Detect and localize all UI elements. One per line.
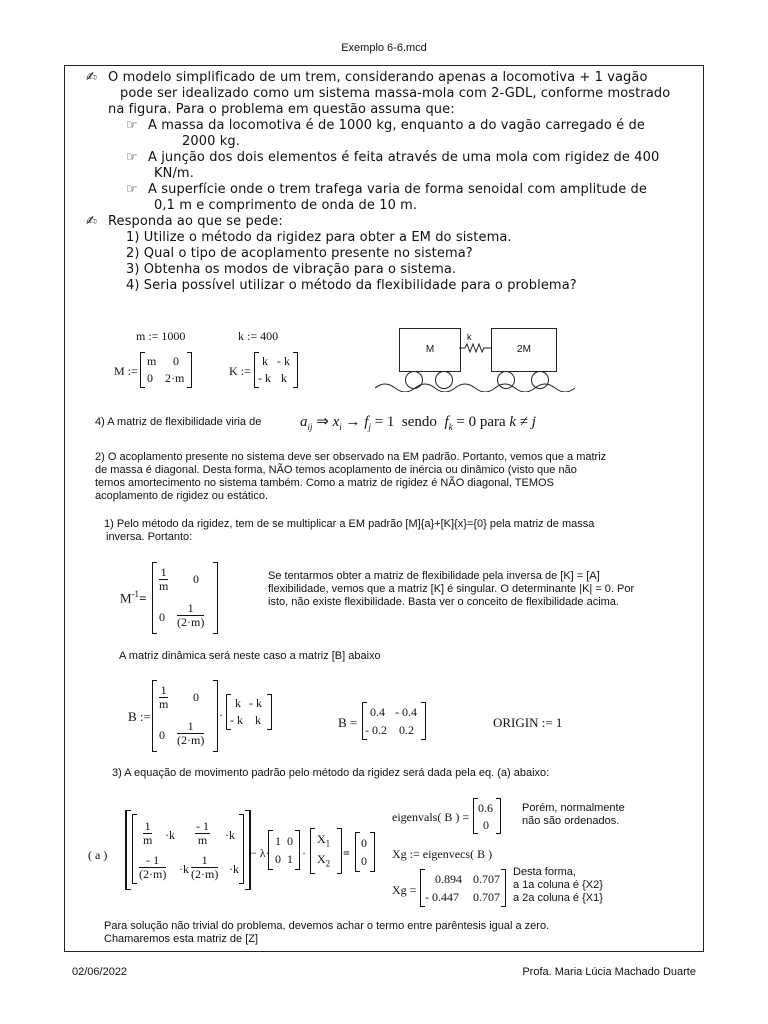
b-value: 0.2 (399, 723, 414, 737)
wagon-mass: 2M (491, 328, 557, 372)
pointing-hand-icon: ☞ (126, 182, 138, 197)
mass-matrix-label: M := (114, 364, 138, 378)
k-definition: k := 400 (238, 329, 279, 343)
dynamic-matrix-caption: A matriz dinâmica será neste caso a matriz [B] abaixo (119, 650, 381, 662)
answer-2-text: 2) O acoplamento presente no sistema deve ser observado na EM padrão. Portanto, vemos que a matriz de massa é diagonal. Desta forma, NÃO temos acoplamento de inércia ou dinâmico (visto que não temos amortecimento no sistema também. Como a matriz de rigidez é NÃO diagonal, TEMOS acoplamento de rigidez ou estático. (95, 451, 607, 502)
eigenvalue: 0.6 (478, 801, 493, 815)
b-value: - 0.2 (365, 723, 387, 737)
footer-date: 02/06/2022 (72, 966, 128, 978)
b-result-label: B = (338, 715, 358, 730)
flexibility-formula: $a_{ij}$ ⇒ $x_i \to f_j = 1$ sendo $f_k = 0$ para k ≠ j (300, 414, 536, 432)
spring-icon (459, 342, 491, 354)
equation-tag: ( a ) (88, 848, 108, 862)
eigen-note: Porém, normalmente não são ordenados. (522, 802, 625, 827)
problem-statement: ✍ O modelo simplificado de um trem, considerando apenas a locomotiva + 1 vagão pode ser idealizado como um sistema massa-mola com 2-GDL, conforme mostrado na figura. Para o problema em questão assuma que: ☞ A massa da locomotiva é de 1000 kg, enquanto a do vagão carregado é de 2000 kg. ☞ A junção dos dois elementos é feita através de uma mola com rigidez de 400 KN/m. ☞ A superfície onde o trem trafega varia de forma senoidal com amplitude de 0,1 m e comprimento de onda de 10 m. ✍ Responda ao que se pede: 1) Utilize o método da rigidez para obter a EM do sistema. 2) Qual o tipo de acoplamento presente no sistema? 3) Obtenha os modos de vibração para o sistema. 4) Seria possível utilizar o método da flexibilidade para o problema? (86, 70, 671, 293)
final-note: Para solução não trivial do problema, devemos achar o termo entre parêntesis igual a zero. Chamaremos esta matriz de [Z] (104, 920, 550, 945)
pencil-icon: ✍ (86, 214, 97, 229)
eigenvector-value: 0.707 (473, 890, 500, 904)
document-title: Exemplo 6-6.mcd (341, 42, 427, 54)
xg-label: Xg = (392, 883, 417, 897)
identity-matrix: 1 0 0 1 (268, 830, 300, 870)
pointing-hand-icon: ☞ (126, 118, 138, 133)
mass-inverse-label: $M^{-1}=$ (120, 589, 147, 606)
b-result-matrix (362, 702, 426, 740)
origin-setting: ORIGIN := 1 (493, 715, 563, 730)
zero-vector: 0 0 (355, 832, 375, 872)
train-diagram (375, 328, 575, 392)
pencil-icon: ✍ (86, 70, 97, 85)
b-value: - 0.4 (395, 705, 417, 719)
footer-author: Profa. Maria Lúcia Machado Duarte (522, 966, 696, 978)
eigenvector-matrix (420, 869, 506, 907)
answer-1-text: 1) Pelo método da rigidez, tem de se multiplicar a EM padrão [M]{a}+[K]{x}={0} pela matriz de massa inversa. Portanto: (104, 518, 595, 543)
equation-a: $\frac{1}{m}$ ·k $\frac{- 1}{m}$ ·k $\frac{- 1}{(2\cdot m)}$ ·k $\frac{1}{(2\cdot m)}$ ·k (125, 810, 251, 890)
eigenvecs-definition: Xg := eigenvecs( B ) (392, 847, 493, 861)
eigenvector-value: 0.894 (435, 872, 462, 886)
eigenvalues-vector (473, 798, 501, 834)
pointing-hand-icon: ☞ (126, 150, 138, 165)
spring-label: k (467, 332, 472, 342)
b-mass-inverse: $\frac{1}{m}$ 0 0 $\frac{1}{(2\cdot m)}$ (152, 680, 218, 752)
displacement-vector: $X_1$ $X_2$ (310, 828, 342, 874)
answer-3-text: 3) A equação de movimento padrão pelo método da rigidez será dada pela eq. (a) abaixo: (112, 767, 550, 779)
b-matrix-label: B := (128, 709, 151, 724)
singular-note: Se tentarmos obter a matriz de flexibilidade pela inversa de [K] = [A] flexibilidade, vemos que a matriz [K] é singular. O determinante |K| = 0. Por isto, não existe flexibilidade. Basta ver o conceito de flexibilidade acima. (268, 570, 635, 608)
b-value: 0.4 (370, 705, 385, 719)
eigenvalue: 0 (483, 818, 489, 832)
eigenvector-value: 0.707 (473, 872, 500, 886)
mass-inverse-matrix: $\frac{1}{m}$ 0 0 $\frac{1}{(2\cdot m)}$ (152, 562, 218, 634)
sinusoidal-track (375, 380, 575, 392)
b-stiffness-matrix: k - k - k k (226, 694, 272, 730)
m-definition: m := 1000 (136, 329, 186, 343)
eigenvector-value: - 0.447 (425, 890, 459, 904)
mass-matrix: m 0 0 2·m (140, 352, 192, 388)
stiffness-matrix-label: K := (229, 364, 251, 378)
mode-note: Desta forma, a 1a coluna é {X2} a 2a coluna é {X1} (513, 866, 603, 904)
locomotive-mass: M (399, 328, 461, 372)
answer-4-label: 4) A matriz de flexibilidade viria de (95, 416, 262, 428)
eigenvals-label: eigenvals( B ) = (392, 810, 470, 824)
stiffness-matrix: k - k - k k (254, 352, 298, 388)
